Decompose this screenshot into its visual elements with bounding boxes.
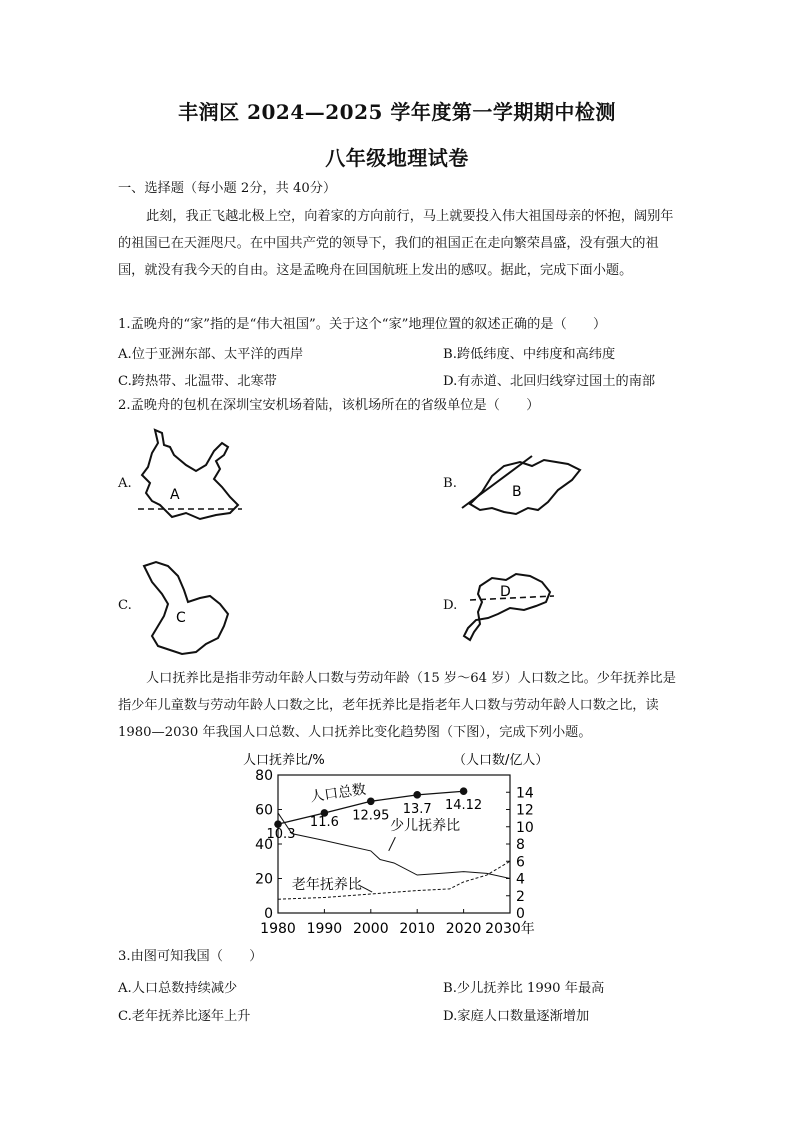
y-right-tick-label: 0 [516, 906, 525, 922]
passage-1: 此刻，我正飞越北极上空，向着家的方向前行，马上就要投入伟大祖国母亲的怀抱，阔别年的祖国已在天涯咫尺。在中国共产党的领导下，我们的祖国正在走向繁荣昌盛，没有强大的祖国，就没有我今天的自由。这是孟晚舟在回国航班上发出的感叹。据此，完成下面小题。 [118, 209, 674, 278]
map-c-label: C [176, 610, 186, 626]
q1-option-b[interactable]: B.跨低纬度、中纬度和高纬度 [443, 347, 616, 362]
x-tick-label: 2000 [352, 921, 389, 937]
y-right-tick-label: 12 [516, 802, 534, 819]
exam-title: 丰润区 2024—2025 学年度第一学期期中检测 [178, 100, 616, 124]
data-point-total-population [367, 798, 375, 806]
q3-option-b[interactable]: B.少儿抚养比 1990 年最高 [443, 981, 605, 996]
data-point-total-population [460, 787, 468, 795]
y-left-tick-label: 20 [255, 871, 273, 888]
data-label-total-population: 13.7 [402, 801, 432, 817]
y-left-tick-label: 40 [255, 837, 273, 853]
q1-stem: 1.孟晚舟的“家”指的是“伟大祖国”。关于这个“家”地理位置的叙述正确的是（ ） [118, 317, 607, 332]
y-axis-label-left: 人口抚养比/% [243, 753, 325, 768]
series-name-child-dependency: 少儿抚养比 [390, 818, 461, 835]
series-name-total-population: 人口总数 [309, 781, 368, 806]
y-right-tick-label: 8 [516, 837, 525, 853]
passage-2: 人口抚养比是指非劳动年龄人口数与劳动年龄（15 岁～64 岁）人口数之比。少年抚养比是指少年儿童数与劳动年龄人口数之比，老年抚养比是指老年人口数与劳动年龄人口数之比，读 1980—2030 年我国人口总数、人口抚养比变化趋势图（下图），完成下列小题。 [118, 671, 676, 740]
x-tick-label: 1980 [260, 921, 296, 937]
q3-option-d[interactable]: D.家庭人口数量逐渐增加 [443, 1009, 590, 1024]
y-left-tick-label: 60 [255, 802, 273, 819]
q2-option-a[interactable]: A. [118, 476, 132, 491]
x-tick-label: 2010 [399, 921, 436, 937]
y-right-tick-label: 10 [516, 819, 534, 836]
child-dependency-pointer [389, 837, 396, 851]
q2-option-d[interactable]: D. [443, 598, 458, 613]
province-map-a [130, 425, 250, 525]
chart-axes [255, 768, 535, 937]
data-label-total-population: 10.3 [266, 827, 296, 843]
y-right-tick-label: 14 [516, 785, 534, 802]
exam-subtitle: 八年级地理试卷 [325, 146, 469, 170]
province-map-d [458, 566, 578, 646]
y-right-tick-label: 2 [516, 888, 525, 905]
q1-option-c[interactable]: C.跨热带、北温带、北寒带 [118, 374, 277, 389]
q2-stem: 2.孟晚舟的包机在深圳宝安机场着陆，该机场所在的省级单位是（ ） [118, 398, 540, 413]
y-left-tick-label: 0 [264, 906, 273, 922]
map-a-label: A [170, 487, 180, 503]
province-map-c [138, 556, 258, 666]
q3-option-a[interactable]: A.人口总数持续减少 [118, 981, 238, 996]
population-chart [235, 750, 555, 940]
data-label-total-population: 11.6 [309, 814, 339, 830]
map-b-label: B [512, 484, 522, 500]
q1-option-a[interactable]: A.位于亚洲东部、太平洋的西岸 [118, 347, 304, 362]
q3-stem: 3.由图可知我国（ ） [118, 949, 263, 964]
q2-option-c[interactable]: C. [118, 598, 132, 613]
y-left-tick-label: 80 [255, 768, 273, 784]
q2-option-b[interactable]: B. [443, 476, 457, 491]
y-right-tick-label: 6 [516, 854, 525, 871]
data-point-total-population [413, 791, 421, 799]
data-label-total-population: 12.95 [352, 808, 390, 824]
y-axis-label-right: （人口数/亿人） [453, 753, 549, 768]
q3-option-c[interactable]: C.老年抚养比逐年上升 [118, 1009, 251, 1024]
section-heading: 一、选择题（每小题 2分，共 40分） [118, 181, 337, 196]
series-name-elderly-dependency: 老年抚养比 [291, 876, 362, 893]
chart-series [267, 781, 510, 899]
data-label-total-population: 14.12 [444, 798, 483, 814]
y-right-tick-label: 4 [516, 871, 525, 888]
q1-option-d[interactable]: D.有赤道、北回归线穿过国土的南部 [443, 374, 656, 389]
x-tick-label: 1990 [306, 921, 343, 937]
x-tick-label: 2020 [445, 921, 482, 937]
map-d-label: D [500, 584, 511, 600]
province-map-b [458, 450, 588, 520]
x-tick-label: 2030年 [485, 921, 535, 937]
